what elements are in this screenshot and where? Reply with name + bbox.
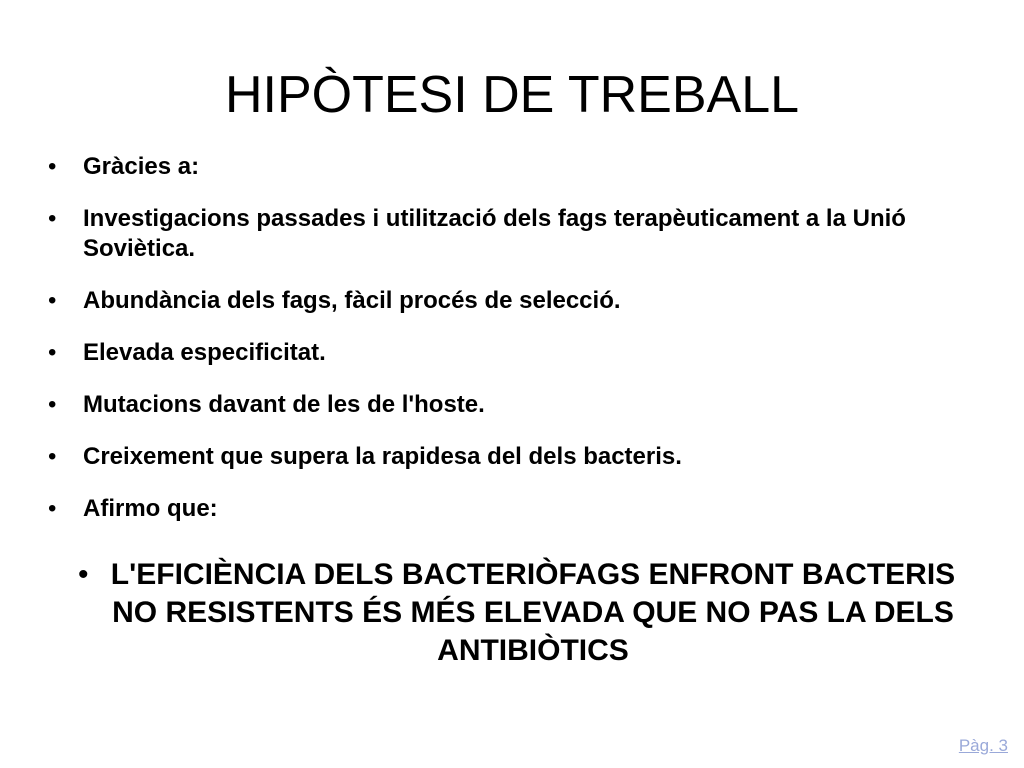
bullet-text: Investigacions passades i utilització dels fags terapèuticament a la Unió Soviètica. xyxy=(83,205,906,262)
bullet-item xyxy=(48,338,948,368)
bullet-list xyxy=(48,152,948,546)
bullet-item xyxy=(48,494,948,524)
conclusion-text: L'EFICIÈNCIA DELS BACTERIÒFAGS ENFRONT BACTERIS NO RESISTENTS ÉS MÉS ELEVADA QUE NO PAS LA DELS ANTIBIÒTICS xyxy=(110,558,956,667)
bullet-text: Abundància dels fags, fàcil procés de selecció. xyxy=(83,287,621,314)
bullet-item xyxy=(48,286,948,316)
bullet-item xyxy=(48,204,948,264)
bullet-item xyxy=(48,390,948,420)
slide-title: HIPÒTESI DE TREBALL xyxy=(224,66,800,124)
bullet-text: Creixement que supera la rapidesa del dels bacteris. xyxy=(83,443,682,470)
bullet-text: Elevada especificitat. xyxy=(83,339,326,366)
bullet-glyph: • xyxy=(48,495,57,522)
bullet-glyph: • xyxy=(48,153,57,180)
page-number-link[interactable]: Pàg. 3 xyxy=(958,736,1008,755)
bullet-text: Mutacions davant de les de l'hoste. xyxy=(83,391,485,418)
bullet-item xyxy=(48,442,948,472)
bullet-text: Gràcies a: xyxy=(83,153,200,180)
bullet-glyph: • xyxy=(48,391,57,418)
conclusion-statement xyxy=(78,556,958,670)
bullet-glyph: • xyxy=(48,287,57,314)
bullet-text: Afirmo que: xyxy=(83,495,218,522)
bullet-glyph: • xyxy=(48,339,57,366)
bullet-glyph: • xyxy=(48,205,57,232)
bullet-glyph: • xyxy=(48,443,57,470)
bullet-glyph: • xyxy=(78,558,89,591)
bullet-item xyxy=(48,152,948,182)
